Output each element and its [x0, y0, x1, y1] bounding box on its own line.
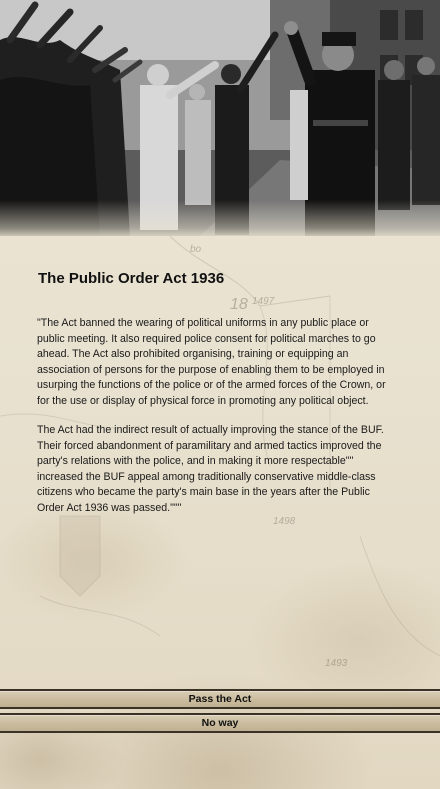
option-no-way-button[interactable] [0, 713, 440, 733]
event-title: The Public Order Act 1936 [38, 270, 225, 287]
option-pass-the-act-button[interactable] [0, 689, 440, 709]
event-description-paragraph: The Act had the indirect result of actually improving the stance of the BUF. Their forced abandonment of paramilitary and armed tactics improved the party's relations with the police, and in making it more respectable"" increased the BUF appeal among traditionally conservative middle-class citizens who became the party's main base in the years after the Public Order Act 1936 was passed.""" [37, 424, 384, 514]
option-label: No way [201, 717, 239, 729]
map-label: 1498 [273, 516, 296, 527]
option-label: Pass the Act [188, 693, 252, 705]
map-label: 1493 [325, 658, 348, 669]
event-description [37, 316, 397, 530]
map-label: bo [190, 244, 202, 255]
event-description-paragraph: "The Act banned the wearing of political uniforms in any public place or public meeting. It also required police consent for political marches to go ahead. The Act also prohibited organising, training or equipping an association of persons for the purpose of enabling them to be employed in usurping the functions of the police or of the armed forces of the Crown, or for the use or display of physical force in promoting any political object. [37, 317, 386, 407]
event-photo [0, 0, 440, 236]
map-label: 18 [230, 296, 248, 313]
map-label: 1497 [252, 296, 275, 307]
